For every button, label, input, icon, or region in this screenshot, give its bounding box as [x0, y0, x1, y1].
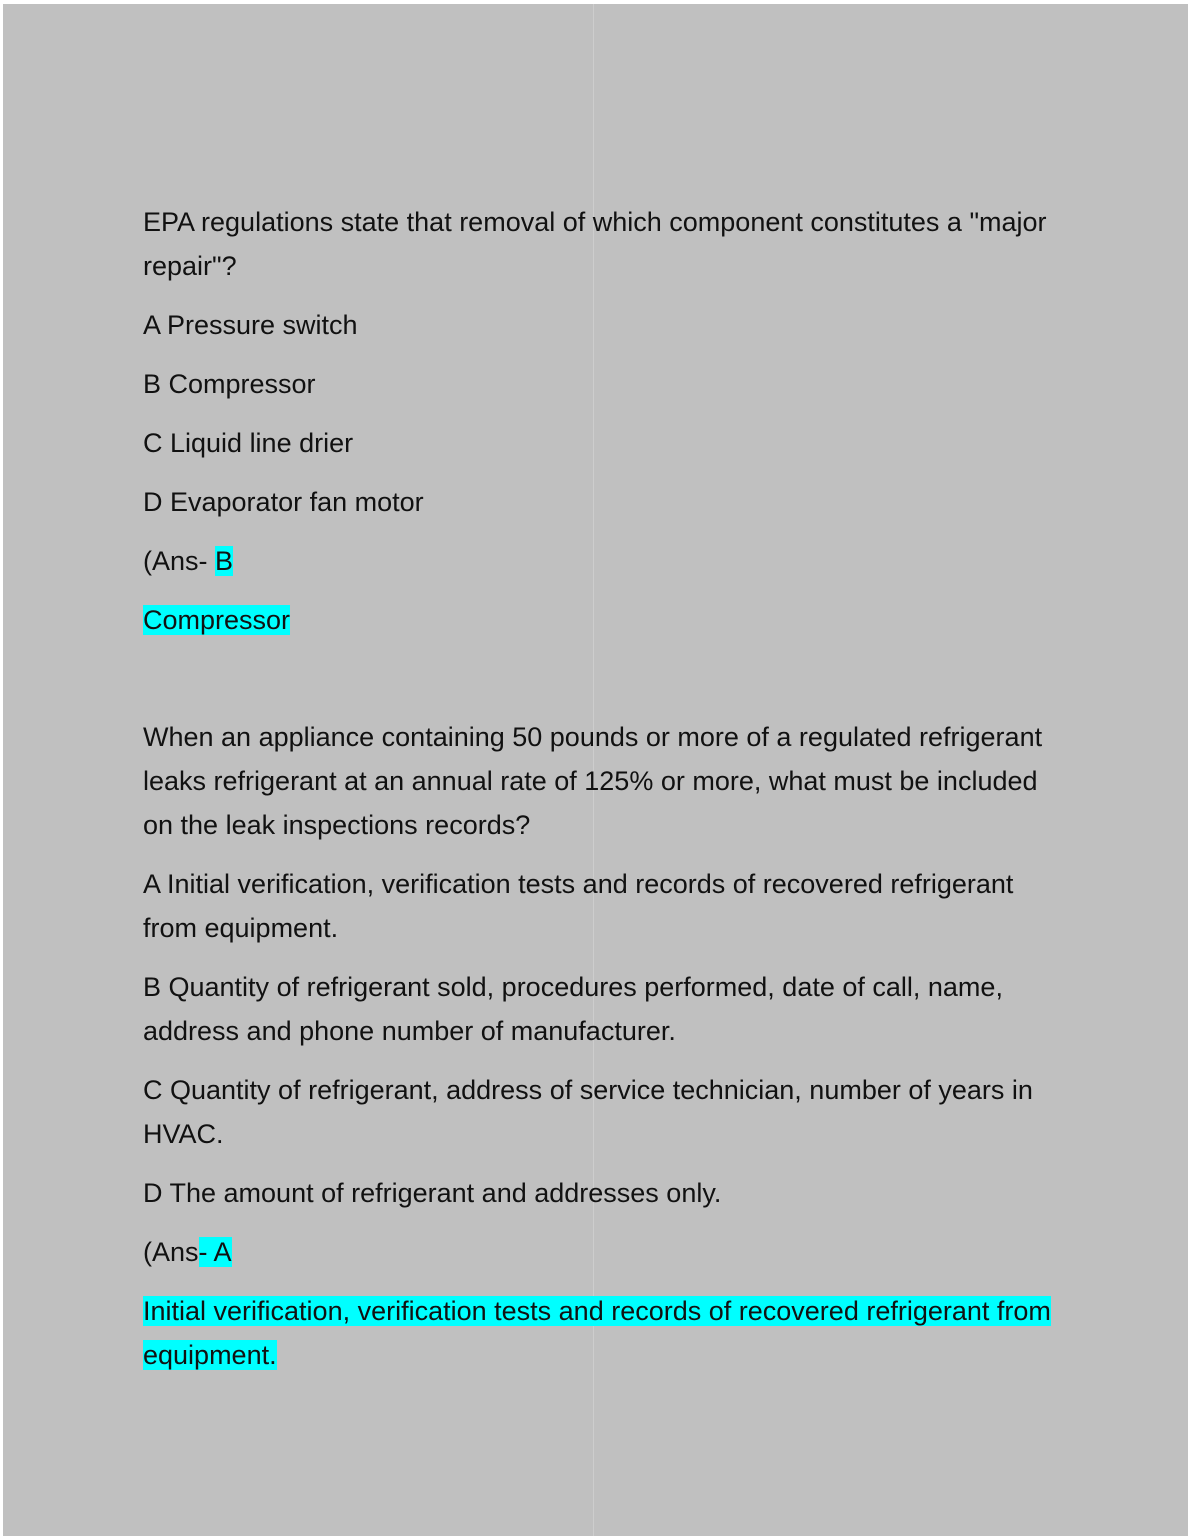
answer-text-line: [143, 598, 1053, 642]
answer-text-line: [143, 1289, 1053, 1377]
answer-line: [143, 539, 1053, 583]
document-page: [3, 4, 1188, 1536]
question-block-2: [143, 715, 1053, 1377]
option-c: C Liquid line drier: [143, 428, 354, 458]
option-b: B Compressor: [143, 369, 316, 399]
answer-prefix: (Ans: [143, 1237, 199, 1267]
document-content: [143, 200, 1053, 1392]
answer-text-highlight: Compressor: [143, 605, 291, 635]
answer-line: [143, 1230, 1053, 1274]
question-block-1: [143, 200, 1053, 642]
answer-letter-highlight: - A: [198, 1237, 232, 1267]
option-a: A Initial verification, verification tests and records of recovered refrigerant from equipment.: [143, 869, 1014, 943]
option-c: C Quantity of refrigerant, address of service technician, number of years in HVAC.: [143, 1075, 1033, 1149]
option-d: D Evaporator fan motor: [143, 487, 424, 517]
question-spacer: [143, 657, 1053, 715]
answer-prefix: (Ans-: [143, 546, 216, 576]
question-text: When an appliance containing 50 pounds or more of a regulated refrigerant leaks refrigerant at an annual rate of 125% or more, what must be included on the leak inspections records?: [143, 722, 1043, 840]
answer-text-highlight: Initial verification, verification tests and records of recovered refrigerant from equipment.: [143, 1296, 1051, 1370]
option-d: D The amount of refrigerant and addresses only.: [143, 1178, 722, 1208]
answer-letter-highlight: B: [215, 546, 234, 576]
option-b: B Quantity of refrigerant sold, procedures performed, date of call, name, address and phone number of manufacturer.: [143, 972, 1003, 1046]
option-a: A Pressure switch: [143, 310, 358, 340]
question-text: EPA regulations state that removal of which component constitutes a "major repair"?: [143, 207, 1047, 281]
